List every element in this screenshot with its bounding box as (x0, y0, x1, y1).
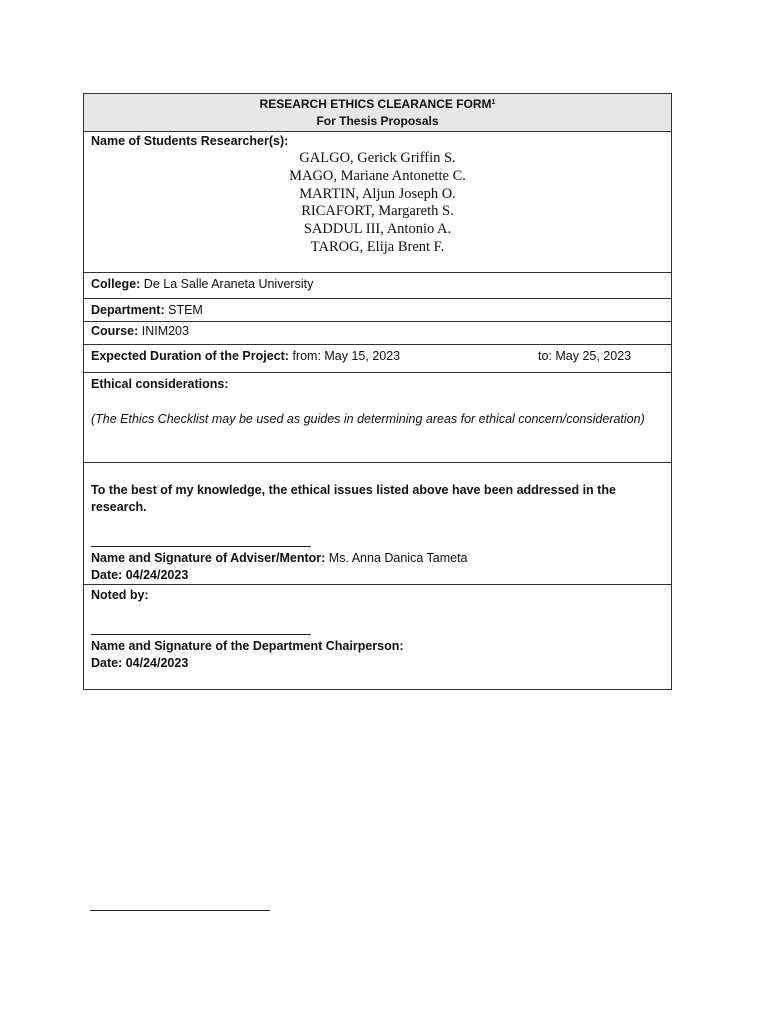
researcher-name: SADDUL III, Antonio A. (303, 221, 452, 238)
footnote-separator (90, 897, 270, 914)
ethics-clearance-form (83, 93, 672, 690)
researcher-name: RICAFORT, Margareth S. (301, 203, 454, 220)
researcher-name: MARTIN, Aljun Joseph O. (299, 185, 456, 202)
ethics-label: Ethical considerations: (91, 377, 229, 391)
form-title: RESEARCH ETHICS CLEARANCE FORM (259, 97, 492, 111)
researchers-list (91, 150, 664, 257)
form-header (84, 94, 671, 131)
chair-label: Name and Signature of the Department Chairperson: (91, 639, 404, 653)
form-subtitle: For Thesis Proposals (316, 114, 439, 128)
duration-from: from: May 15, 2023 (292, 349, 401, 363)
department-value: STEM (168, 303, 203, 317)
duration-row (84, 344, 671, 372)
department-row (84, 298, 671, 321)
researcher-name: TAROG, Elija Brent F. (310, 238, 445, 255)
chairperson-section (84, 584, 671, 689)
chair-signature-line (91, 621, 311, 635)
college-label: College: (91, 277, 141, 291)
noted-label: Noted by: (91, 588, 149, 602)
assurance-text: To the best of my knowledge, the ethical issues listed above have been addressed in the research. (91, 483, 616, 514)
ethics-section (84, 372, 671, 462)
course-row (84, 321, 671, 344)
college-row (84, 272, 671, 298)
researchers-label: Name of Students Researcher(s): (91, 134, 289, 148)
department-label: Department: (91, 303, 165, 317)
duration-label: Expected Duration of the Project: (91, 349, 289, 363)
chair-date: Date: 04/24/2023 (91, 656, 189, 670)
researcher-name: MAGO, Mariane Antonette C. (289, 167, 466, 184)
ethics-note: (The Ethics Checklist may be used as guides in determining areas for ethical concern/consideration) (91, 412, 645, 426)
researcher-name: GALGO, Gerick Griffin S. (299, 150, 456, 166)
adviser-label: Name and Signature of Adviser/Mentor: (91, 551, 326, 565)
college-value: De La Salle Araneta University (143, 277, 314, 291)
title-footnote-marker: 1 (491, 99, 496, 106)
adviser-value: Ms. Anna Danica Tameta (328, 551, 468, 565)
duration-to: to: May 25, 2023 (538, 349, 632, 363)
adviser-date: Date: 04/24/2023 (91, 568, 189, 582)
researchers-section (84, 131, 671, 272)
adviser-section (84, 462, 671, 584)
adviser-signature-line (91, 533, 311, 547)
course-value: INIM203 (141, 324, 189, 338)
course-label: Course: (91, 324, 139, 338)
